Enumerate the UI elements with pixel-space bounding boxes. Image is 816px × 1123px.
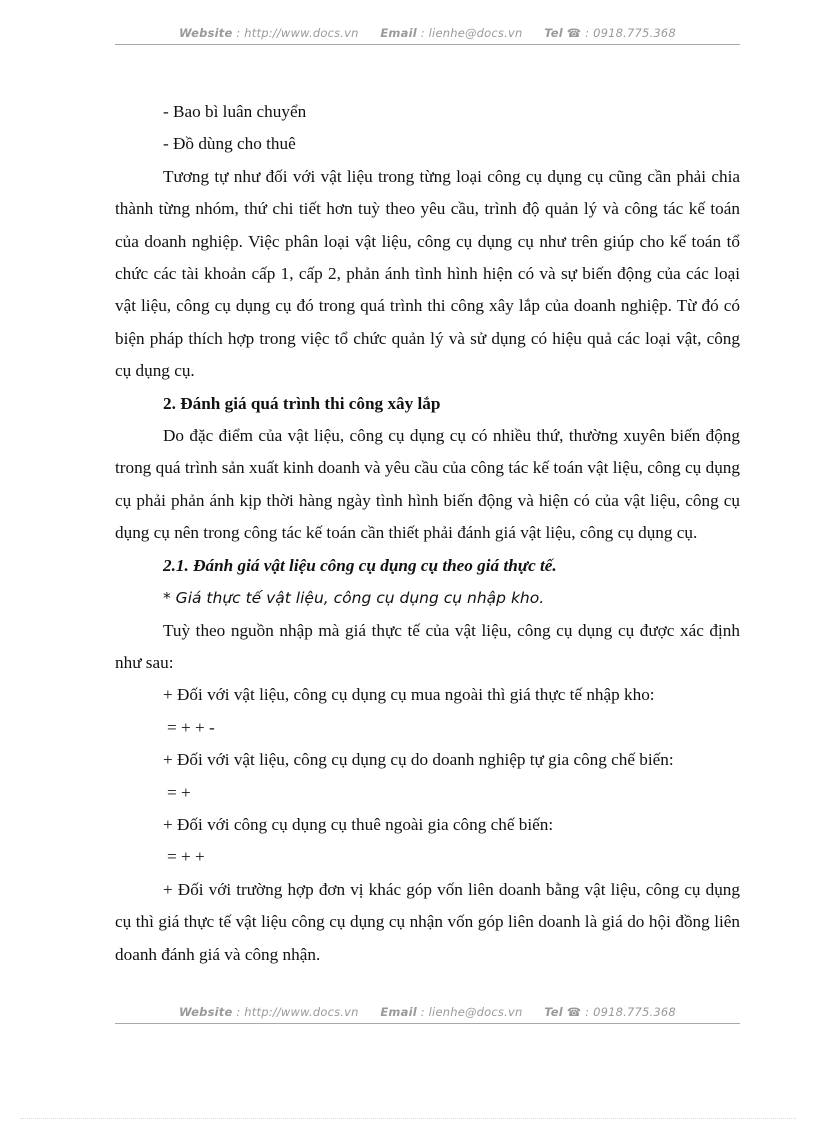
paragraph: Tuỳ theo nguồn nhập mà giá thực tế của vật liệu, công cụ dụng cụ được xác định như sau: (115, 620, 740, 672)
footer-website-value: : http://www.docs.vn (236, 1005, 359, 1019)
footer-tel-value: ☎ : 0918.775.368 (566, 1005, 676, 1019)
case-item: + Đối với trường hợp đơn vị khác góp vốn liên doanh bằng vật liệu, công cụ dụng cụ thì giá thực tế vật liệu công cụ dụng cụ nhận vốn góp liên doanh là giá do hội đồng liên doanh đánh giá và công nhận. (115, 879, 740, 964)
list-item: - Bao bì luân chuyển (163, 102, 307, 121)
footer-email-label: Email (380, 1005, 417, 1019)
footer-email-value: : lienhe@docs.vn (420, 1005, 523, 1019)
document-body (115, 96, 740, 971)
subsection-heading: 2.1. Đánh giá vật liệu công cụ dụng cụ theo giá thực tế. (163, 555, 557, 575)
footer-rule (115, 1023, 740, 1024)
list-item: - Đồ dùng cho thuê (163, 134, 296, 154)
page-edge-divider (20, 1118, 796, 1119)
paragraph: Do đặc điểm của vật liệu, công cụ dụng cụ có nhiều thứ, thường xuyên biến động trong quá trình sản xuất kinh doanh và yêu cầu của công tác kế toán vật liệu, công cụ dụng cụ phải phản ánh kịp thời hàng ngày tình hình biến động và hiện có của vật liệu, công cụ dụng cụ nên trong công tác kế toán cần thiết phải đánh giá vật liệu, công cụ dụng cụ. (115, 426, 740, 543)
formula: = + (167, 782, 191, 802)
section-heading: 2. Đánh giá quá trình thi công xây lắp (163, 393, 441, 413)
page-header (115, 26, 740, 40)
formula: = + + (167, 847, 205, 867)
footer-tel-label: Tel (544, 1005, 563, 1019)
header-tel-value: ☎ : 0918.775.368 (566, 26, 676, 40)
paragraph: Tương tự như đối với vật liệu trong từng loại công cụ dụng cụ cũng cần phải chia thành từng nhóm, thứ chi tiết hơn tuỳ theo yêu cầu, trình độ quản lý và công tác kế toán của doanh nghiệp. Việc phân loại vật liệu, công cụ dụng cụ như trên giúp cho kế toán tổ chức các tài khoản cấp 1, cấp 2, phản ánh tình hình hiện có và sự biến động của các loại vật liệu, công cụ dụng cụ đó trong quá trình thi công xây lắp của doanh nghiệp. Từ đó có biện pháp thích hợp trong việc tổ chức quản lý và sử dụng có hiệu quả các loại vật, công cụ dụng cụ. (115, 166, 740, 381)
header-rule (115, 44, 740, 45)
case-item: + Đối với công cụ dụng cụ thuê ngoài gia công chế biến: (163, 814, 554, 834)
header-email-value: : lienhe@docs.vn (420, 26, 523, 40)
header-tel-label: Tel (544, 26, 563, 40)
subsection-subheading: * Giá thực tế vật liệu, công cụ dụng cụ nhập kho. (163, 589, 545, 608)
header-website-label: Website (179, 26, 233, 40)
header-website-value: : http://www.docs.vn (236, 26, 359, 40)
case-item: + Đối với vật liệu, công cụ dụng cụ mua ngoài thì giá thực tế nhập kho: (163, 685, 655, 705)
footer-website-label: Website (179, 1005, 233, 1019)
formula: = + + - (167, 717, 215, 737)
page-footer (115, 1005, 740, 1019)
case-item: + Đối với vật liệu, công cụ dụng cụ do doanh nghiệp tự gia công chế biến: (163, 750, 674, 770)
header-email-label: Email (380, 26, 417, 40)
